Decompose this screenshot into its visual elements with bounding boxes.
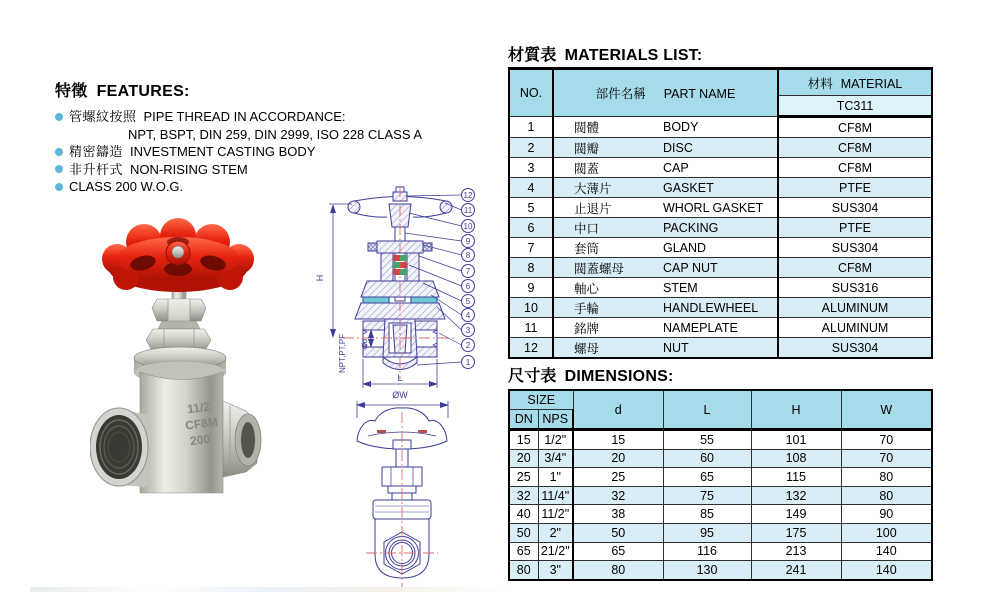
part-name-en: BODY [661,117,778,138]
cross-section-drawing [305,183,500,397]
svg-text:1: 1 [465,358,471,367]
dimensions-row [509,486,932,505]
part-material: CF8M [778,258,932,278]
part-name-zh: 閥蓋螺母 [553,258,661,278]
materials-row [509,158,932,178]
dim-dn: 25 [509,468,538,487]
svg-text:11: 11 [463,206,473,215]
dim-dn: 15 [509,430,538,450]
svg-text:9: 9 [465,237,471,246]
dimension-W-label: ØW [392,390,408,400]
dim-nps: 3" [538,561,573,580]
dimensions-title-zh: 尺寸表 [508,368,557,385]
part-name-en: NUT [661,338,778,359]
valve-photo [90,215,270,495]
part-no: 10 [509,298,553,318]
svg-text:8: 8 [465,251,471,260]
dimension-H [329,204,352,337]
feature-item-continuation: NPT, BSPT, DIN 259, DIN 2999, ISO 228 CLASS A [128,126,423,142]
col-header-d: d [573,390,663,430]
svg-text:11/2: 11/2 [186,399,211,417]
dim-d: 80 [573,561,663,580]
dimensions-row [509,561,932,580]
dimensions-row [509,449,932,468]
dim-h: 101 [751,430,841,450]
features-heading-zh: 特徵 [55,83,88,100]
svg-text:200: 200 [189,431,211,449]
svg-text:4: 4 [465,311,471,320]
materials-row [509,117,932,138]
col-header-L: L [663,390,751,430]
dim-l: 95 [663,523,751,542]
dim-l: 116 [663,542,751,561]
dim-d: 15 [573,430,663,450]
dim-d: 32 [573,486,663,505]
materials-row [509,278,932,298]
part-material: SUS304 [778,338,932,359]
materials-row [509,318,932,338]
photo-gland-nut [152,299,206,321]
dim-d: 20 [573,449,663,468]
dim-h: 175 [751,523,841,542]
dim-nps: 11/4" [538,486,573,505]
features-section [55,78,475,196]
materials-table [508,67,933,359]
dim-w: 100 [841,523,932,542]
col-header-part-name: 部件名稱 PART NAME [553,69,778,117]
dim-h: 241 [751,561,841,580]
features-heading-en: FEATURES: [96,83,190,100]
feature-item: 管螺紋按照 PIPE THREAD IN ACCORDANCE: [55,108,475,126]
part-no: 9 [509,278,553,298]
page-edge-artifact [30,587,510,592]
dim-l: 75 [663,486,751,505]
col-header-nps: NPS [538,410,573,430]
part-name-en: CAP NUT [661,258,778,278]
dim-nps: 1/2" [538,430,573,450]
dimensions-title-en: DIMENSIONS: [564,368,674,385]
front-view-drawing [330,388,485,590]
materials-title-zh: 材質表 [508,47,557,64]
svg-text:5: 5 [465,297,471,306]
part-no: 2 [509,138,553,158]
photo-center-bolt [172,246,184,258]
part-name-zh: 閥瓣 [553,138,661,158]
dimension-H-label: H [315,274,325,282]
part-name-en: WHORL GASKET [661,198,778,218]
svg-text:2: 2 [465,341,471,350]
part-name-zh: 套筒 [553,238,661,258]
svg-text:12: 12 [463,191,473,200]
photo-step [158,321,200,329]
part-name-zh: 大薄片 [553,178,661,198]
dim-w: 70 [841,449,932,468]
part-name-zh: 閥體 [553,117,661,138]
col-header-size: SIZE [509,390,573,410]
dimensions-row [509,468,932,487]
materials-row [509,338,932,359]
part-name-en: DISC [661,138,778,158]
part-name-zh: 螺母 [553,338,661,359]
dim-l: 55 [663,430,751,450]
feature-item: 非升杆式 NON-RISING STEM [55,161,475,179]
dim-nps: 1" [538,468,573,487]
dim-dn: 50 [509,523,538,542]
dim-w: 140 [841,542,932,561]
dim-l: 130 [663,561,751,580]
svg-text:10: 10 [463,222,473,231]
part-name-en: HANDLEWHEEL [661,298,778,318]
dim-d: 25 [573,468,663,487]
dim-d: 65 [573,542,663,561]
materials-row [509,238,932,258]
dimensions-title [508,363,673,386]
part-material: SUS304 [778,238,932,258]
svg-text:CF8M: CF8M [184,414,219,433]
features-heading [55,78,475,101]
part-name-en: NAMEPLATE [661,318,778,338]
part-material: ALUMINUM [778,318,932,338]
part-no: 5 [509,198,553,218]
svg-text:6: 6 [465,282,471,291]
dimensions-row [509,505,932,524]
dim-h: 213 [751,542,841,561]
part-name-zh: 手輪 [553,298,661,318]
dim-w: 140 [841,561,932,580]
dimension-d-label: Ød [360,338,369,349]
dim-dn: 20 [509,449,538,468]
dim-w: 80 [841,468,932,487]
materials-row [509,178,932,198]
dim-h: 108 [751,449,841,468]
dimensions-table [508,389,933,581]
dim-w: 70 [841,430,932,450]
part-name-zh: 軸心 [553,278,661,298]
part-no: 1 [509,117,553,138]
photo-handwheel [102,218,254,292]
dim-nps: 3/4" [538,449,573,468]
dim-dn: 65 [509,542,538,561]
materials-title-en: MATERIALS LIST: [564,47,703,64]
part-no: 4 [509,178,553,198]
dimensions-row [509,430,932,450]
dim-nps: 11/2" [538,505,573,524]
dim-nps: 21/2" [538,542,573,561]
svg-text:7: 7 [465,267,471,276]
part-name-en: GLAND [661,238,778,258]
dimensions-row [509,542,932,561]
bullet-icon [55,165,63,173]
part-name-en: GASKET [661,178,778,198]
part-name-en: CAP [661,158,778,178]
dim-l: 60 [663,449,751,468]
dim-w: 90 [841,505,932,524]
part-name-zh: 中口 [553,218,661,238]
feature-item: CLASS 200 W.O.G. [55,178,475,196]
dim-d: 50 [573,523,663,542]
col-header-dn: DN [509,410,538,430]
materials-row [509,258,932,278]
part-name-zh: 銘牌 [553,318,661,338]
part-name-zh: 止退片 [553,198,661,218]
dimension-L-label: L [397,373,403,383]
col-header-H: H [751,390,841,430]
photo-body [90,372,261,493]
bullet-icon [55,183,63,191]
part-material: PTFE [778,178,932,198]
dim-dn: 80 [509,561,538,580]
dim-w: 80 [841,486,932,505]
dim-dn: 32 [509,486,538,505]
part-name-zh: 閥蓋 [553,158,661,178]
dim-dn: 40 [509,505,538,524]
part-name-en: PACKING [661,218,778,238]
svg-text:3: 3 [465,326,471,335]
part-material: ALUMINUM [778,298,932,318]
part-no: 3 [509,158,553,178]
materials-row [509,198,932,218]
part-material: SUS316 [778,278,932,298]
dim-nps: 2" [538,523,573,542]
col-header-no: NO. [509,69,553,117]
dimensions-row [509,523,932,542]
col-header-W: W [841,390,932,430]
part-material: CF8M [778,138,932,158]
part-no: 12 [509,338,553,359]
part-no: 7 [509,238,553,258]
materials-row [509,218,932,238]
dim-h: 149 [751,505,841,524]
part-no: 11 [509,318,553,338]
materials-row [509,298,932,318]
part-material: CF8M [778,158,932,178]
thread-label: NPT,PT,PF [338,333,347,373]
bullet-icon [55,113,63,121]
feature-item: 精密鑄造 INVESTMENT CASTING BODY [55,143,475,161]
part-no: 8 [509,258,553,278]
materials-row [509,138,932,158]
bullet-icon [55,148,63,156]
materials-title [508,42,702,65]
dim-h: 132 [751,486,841,505]
col-header-material: 材料 MATERIAL [778,69,932,96]
dim-d: 38 [573,505,663,524]
part-no: 6 [509,218,553,238]
material-code-cell: TC311 [778,96,932,117]
part-name-en: STEM [661,278,778,298]
part-material: PTFE [778,218,932,238]
dim-l: 65 [663,468,751,487]
part-material: CF8M [778,117,932,138]
dim-l: 85 [663,505,751,524]
dim-h: 115 [751,468,841,487]
part-material: SUS304 [778,198,932,218]
